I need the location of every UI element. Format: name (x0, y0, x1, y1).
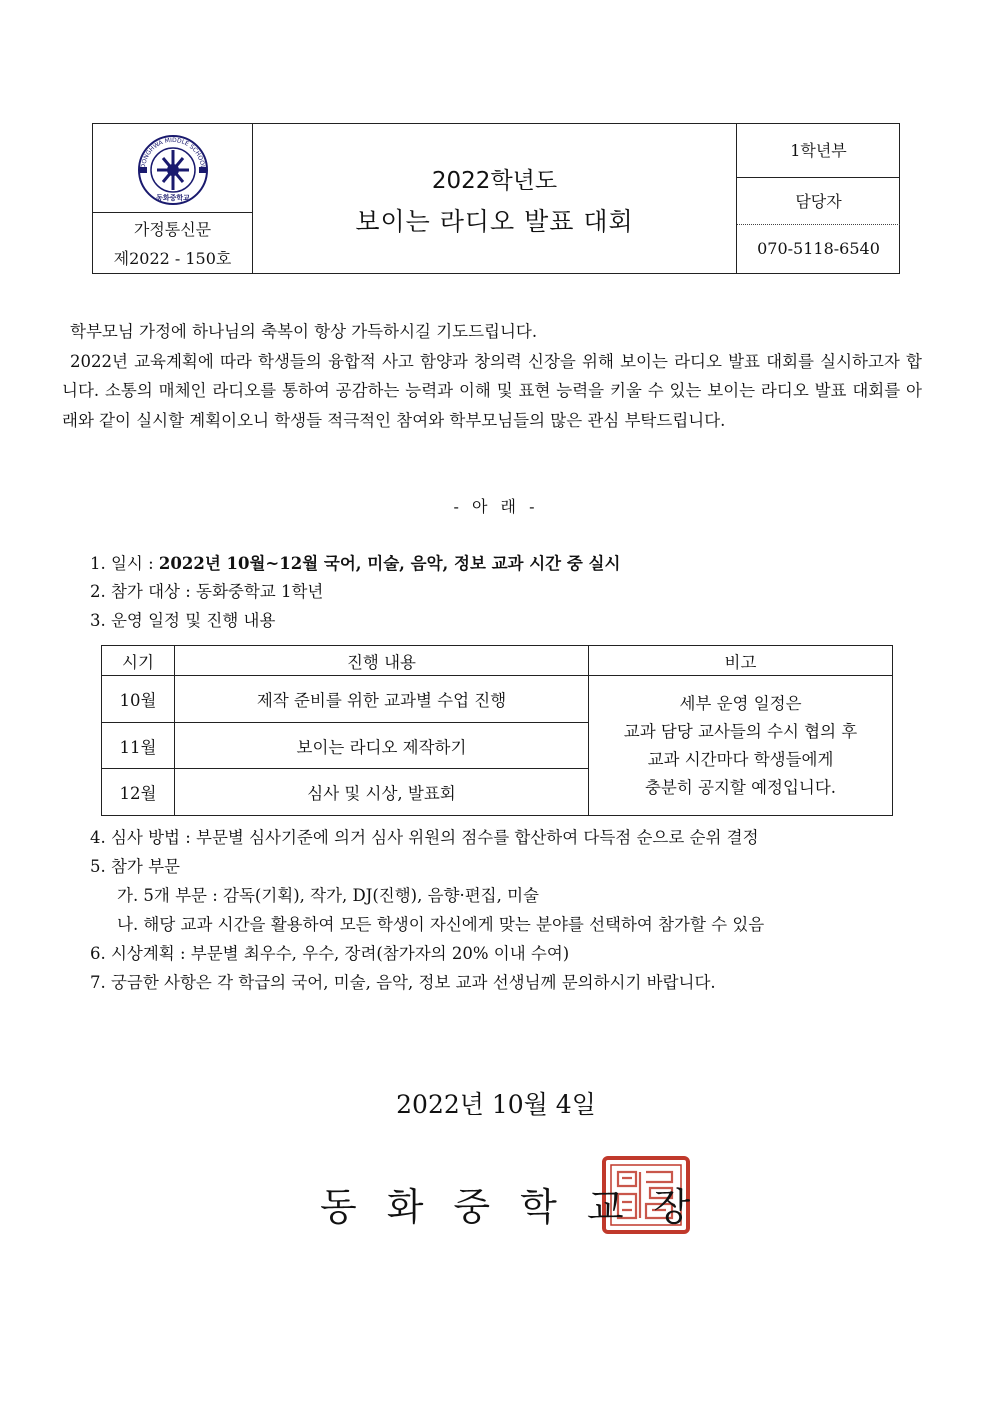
principal-signature: 동화중학교장 (320, 1185, 721, 1229)
list-item-5a: 가. 5개 부문 : 감독(기획), 작가, DJ(진행), 음향·편집, 미술 (117, 886, 539, 905)
schedule-content: 심사 및 시상, 발표회 (175, 769, 589, 816)
list-item-5: 5. 참가 부문 (90, 857, 180, 876)
schedule-note-cell (589, 676, 893, 816)
schedule-note-line: 세부 운영 일정은 (679, 693, 802, 713)
list-item-1-prefix: 1. 일시 : (90, 554, 159, 573)
logo-text-top: DONGHWA MIDDLE SCHOOL (139, 136, 206, 170)
schedule-header-content: 진행 내용 (175, 646, 589, 676)
contact-phone: 070-5118-6540 (757, 239, 880, 258)
list-item-7: 7. 궁금한 사항은 각 학급의 국어, 미술, 음악, 정보 교과 선생님께 문의하시기 바랍니다. (90, 973, 716, 992)
document-title: 보이는 라디오 발표 대회 (355, 207, 634, 236)
intro-body-text: 2022년 교육계획에 따라 학생들의 융합적 사고 함양과 창의력 신장을 위해 보이는 라디오 발표 대회를 실시하고자 합니다. 소통의 매체인 라디오를 통하여 공감하는 능력과 이해 및 표현 능력을 키울 수 있는 보이는 라디오 발표 대회를 아래와 같이 실시할 계획이오니 학생들 적극적인 참여와 학부모님들의 많은 관심 부탁드립니다. (62, 351, 922, 430)
schedule-note-line: 충분히 공지할 예정입니다. (644, 777, 837, 797)
newsletter-label: 가정통신문 (133, 220, 212, 239)
schedule-period: 10월 (102, 676, 175, 723)
list-item-2: 2. 참가 대상 : 동화중학교 1학년 (90, 582, 324, 601)
schedule-header-row (102, 646, 893, 676)
issue-date: 2022년 10월 4일 (396, 1090, 596, 1119)
intro-paragraph (62, 317, 922, 435)
logo-text-bottom: 동화중학교 (156, 194, 190, 202)
header-center-cell (253, 124, 737, 273)
section-divider-label: - 아 래 - (453, 497, 539, 516)
issue-number: 제2022 - 150호 (113, 249, 232, 268)
academic-year: 2022학년도 (431, 168, 558, 194)
list-item-1 (90, 550, 620, 578)
contact-label: 담당자 (737, 178, 900, 225)
schedule-note-line: 교과 시간마다 학생들에게 (647, 749, 834, 769)
list-item-5b: 나. 해당 교과 시간을 활용하여 모든 학생이 자신에게 맞는 분야를 선택하여 참가할 수 있음 (117, 915, 765, 934)
logo-area (93, 124, 252, 213)
schedule-content: 보이는 라디오 제작하기 (175, 722, 589, 769)
school-logo-icon (133, 134, 213, 206)
schedule-header-note: 비고 (589, 646, 893, 676)
schedule-table (101, 645, 893, 816)
schedule-note-line: 교과 담당 교사들의 수시 협의 후 (623, 721, 858, 741)
header-right-cell (737, 124, 900, 273)
schedule-content: 제작 준비를 위한 교과별 수업 진행 (175, 676, 589, 723)
schedule-period: 12월 (102, 769, 175, 816)
greeting-text: 학부모님 가정에 하나님의 축복이 항상 가득하시길 기도드립니다. (70, 322, 538, 341)
list-item-3: 3. 운영 일정 및 진행 내용 (90, 611, 276, 630)
list-item-6: 6. 시상계획 : 부문별 최우수, 우수, 장려(참가자의 20% 이내 수여) (90, 944, 570, 963)
header-left-cell (93, 124, 253, 273)
header-table (92, 123, 900, 274)
schedule-header-period: 시기 (102, 646, 175, 676)
table-row (102, 676, 893, 723)
department: 1학년부 (737, 124, 900, 178)
schedule-period: 11월 (102, 722, 175, 769)
list-item-4: 4. 심사 방법 : 부문별 심사기준에 의거 심사 위원의 점수를 합산하여 다득점 순으로 순위 결정 (90, 828, 759, 847)
list-item-1-value: 2022년 10월~12월 국어, 미술, 음악, 정보 교과 시간 중 실시 (158, 554, 621, 573)
